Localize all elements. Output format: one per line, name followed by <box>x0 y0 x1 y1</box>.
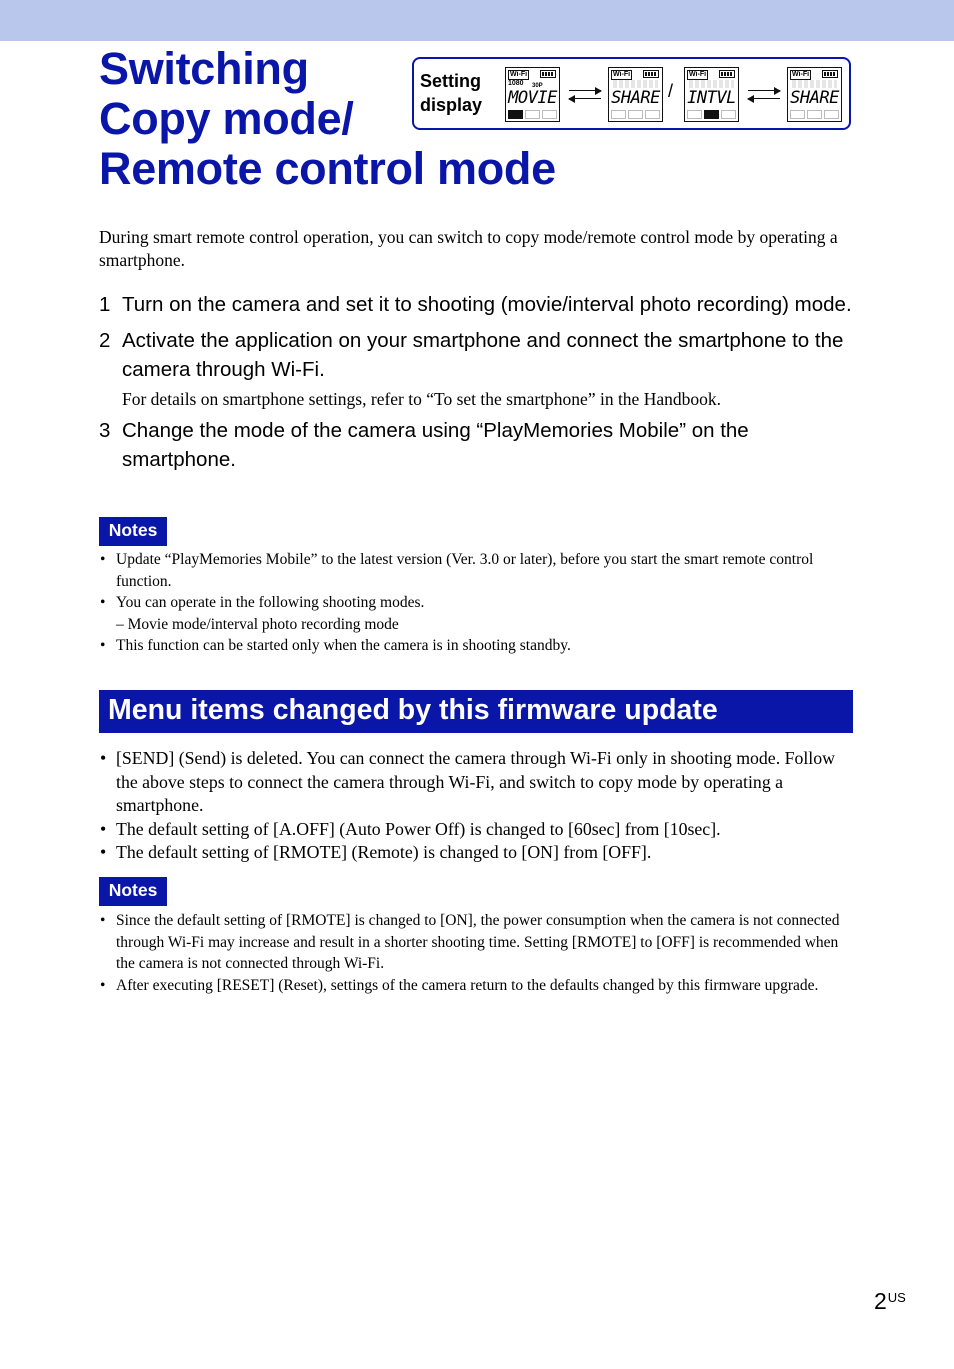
notes-label: Notes <box>99 877 167 906</box>
lcd-mode-icons <box>687 110 736 119</box>
lcd-screen-interval <box>684 67 739 122</box>
list-item: • The default setting of [A.OFF] (Auto Power Off) is changed to [60sec] from [10sec]. <box>99 818 857 842</box>
section-heading: Menu items changed by this firmware update <box>99 690 853 733</box>
switch-arrows-icon <box>569 87 601 103</box>
step-item <box>99 290 859 319</box>
step-number: 3 <box>99 419 111 442</box>
wifi-icon: Wi-Fi <box>792 71 810 78</box>
note-item: • After executing [RESET] (Reset), settings of the camera return to the defaults changed by this firmware upgrade. <box>99 975 857 997</box>
note-item: • Since the default setting of [RMOTE] is changed to [ON], the power consumption when the camera is not connected through Wi-Fi may increase and result in a shorter shooting time. Setting [RMOTE] to [OFF] is recommended when the camera is not connected through Wi-Fi. <box>99 910 857 975</box>
lcd-mode-text: SHARE <box>790 88 839 108</box>
battery-icon <box>719 70 735 78</box>
lcd-screen-share <box>787 67 842 122</box>
lcd-screen-movie <box>505 67 560 122</box>
lcd-mode-text: INTVL <box>687 88 736 108</box>
separator-slash: / <box>668 81 674 101</box>
step-item <box>99 326 859 411</box>
setting-display-label: Setting display <box>420 71 483 115</box>
battery-icon <box>643 70 659 78</box>
battery-icon <box>540 70 556 78</box>
note-item: • This function can be started only when the camera is in shooting standby. <box>99 635 857 657</box>
step-text: Change the mode of the camera using “PlayMemories Mobile” on the smartphone. <box>122 419 749 471</box>
fps-label: 30P <box>532 83 543 89</box>
steps-list <box>99 290 859 481</box>
lcd-screen-share <box>608 67 663 122</box>
notes-list <box>99 910 857 996</box>
intro-paragraph: During smart remote control operation, you can switch to copy mode/remote control mode by operating a smartphone. <box>99 227 838 270</box>
setting-display-box <box>412 57 851 130</box>
wifi-icon: Wi-Fi <box>689 71 707 78</box>
resolution-label: 1080 <box>508 80 524 87</box>
lcd-mode-icons <box>508 110 557 119</box>
step-item <box>99 416 859 474</box>
menu-changes-list <box>99 747 857 865</box>
header-band <box>0 0 954 41</box>
step-number: 1 <box>99 293 111 316</box>
page-number: $2^{US}$ <box>874 1288 906 1314</box>
lcd-mode-text: SHARE <box>611 88 660 108</box>
step-number: 2 <box>99 329 111 352</box>
lcd-mode-text: MOVIE <box>508 88 557 108</box>
title-line: Copy mode/ <box>99 93 354 144</box>
page-locale: US <box>887 1290 906 1305</box>
list-item: • The default setting of [RMOTE] (Remote) is changed to [ON] from [OFF]. <box>99 841 857 865</box>
lcd-mode-icons <box>790 110 839 119</box>
title-line: Switching <box>99 43 309 94</box>
wifi-icon: Wi-Fi <box>510 71 528 78</box>
step-text: Turn on the camera and set it to shooting (movie/interval photo recording) mode. <box>122 293 852 316</box>
title-line: Remote control mode <box>99 143 556 194</box>
switch-arrows-icon <box>748 87 780 103</box>
note-item: • Update “PlayMemories Mobile” to the latest version (Ver. 3.0 or later), before you start the smart remote control function. <box>99 549 857 592</box>
notes-label: Notes <box>99 517 167 546</box>
wifi-icon: Wi-Fi <box>613 71 631 78</box>
list-item: • [SEND] (Send) is deleted. You can connect the camera through Wi-Fi only in shooting mode. Follow the above steps to connect the camera through Wi-Fi, and switch to copy mode by operating a smartphone. <box>99 747 857 818</box>
step-subtext: For details on smartphone settings, refer to “To set the smartphone” in the Handbook. <box>122 389 721 409</box>
step-text: Activate the application on your smartphone and connect the smartphone to the camera through Wi-Fi. <box>122 329 844 381</box>
note-item: • You can operate in the following shooting modes. <box>99 592 857 614</box>
battery-icon <box>822 70 838 78</box>
lcd-mode-icons <box>611 110 660 119</box>
notes-list <box>99 549 857 657</box>
note-subitem: – Movie mode/interval photo recording mode <box>116 615 399 633</box>
